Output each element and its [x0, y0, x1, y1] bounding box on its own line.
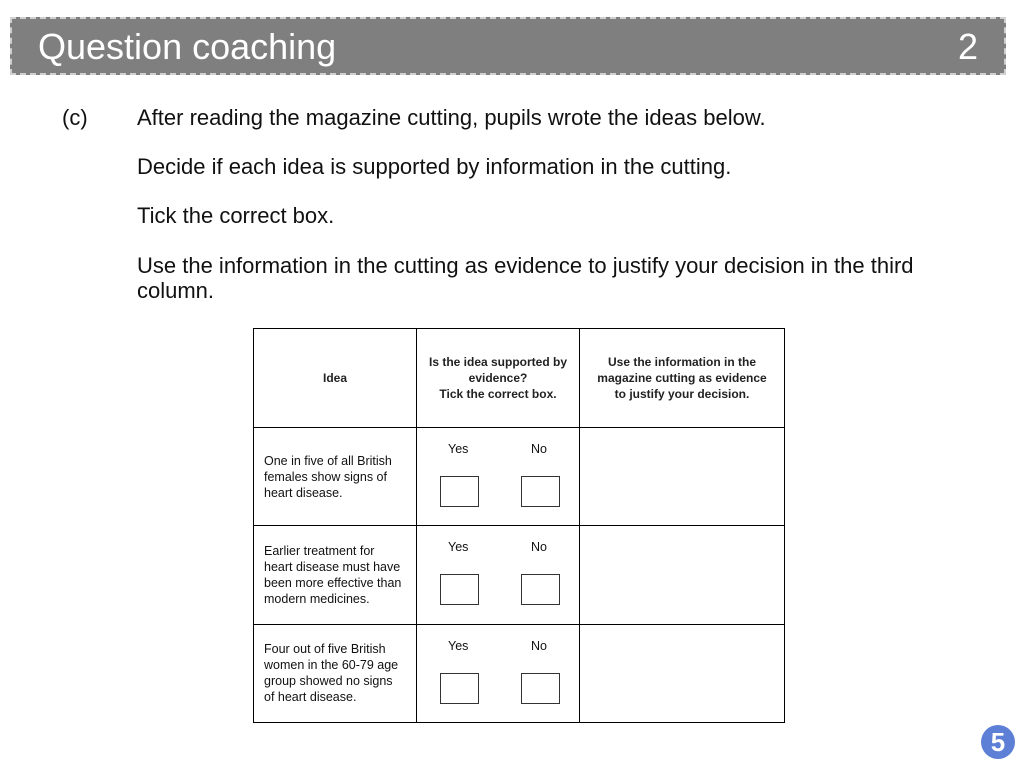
evidence-cell[interactable] [580, 428, 785, 526]
header-supported: Is the idea supported by evidence? Tick the correct box. [417, 329, 580, 428]
instruction-tick: Tick the correct box. [137, 203, 335, 228]
no-checkbox[interactable] [521, 574, 560, 605]
yes-label: Yes [448, 442, 469, 457]
yes-label: Yes [448, 540, 469, 555]
ideas-table [253, 328, 785, 723]
table-row [254, 526, 785, 624]
table-row [254, 624, 785, 722]
no-label: No [531, 540, 547, 555]
idea-cell: Four out of five British women in the 60-79 age group showed no signs of heart disease. [254, 624, 417, 722]
no-label: No [531, 442, 547, 457]
idea-cell: One in five of all British females show signs of heart disease. [254, 428, 417, 526]
table-row [254, 428, 785, 526]
header-evidence: Use the information in the magazine cutting as evidence to justify your decision. [580, 329, 785, 428]
instruction-intro: After reading the magazine cutting, pupils wrote the ideas below. [137, 105, 766, 130]
header-idea: Idea [254, 329, 417, 428]
instruction-evidence: Use the information in the cutting as evidence to justify your decision in the third column. [137, 253, 914, 303]
question-label: (c) [62, 105, 88, 130]
slide-title: Question coaching [38, 26, 337, 67]
slide-number: 2 [957, 26, 978, 67]
no-checkbox[interactable] [521, 476, 560, 507]
tick-cell [417, 428, 580, 526]
yes-checkbox[interactable] [440, 476, 479, 507]
yes-checkbox[interactable] [440, 673, 479, 704]
tick-cell [417, 624, 580, 722]
instruction-decide: Decide if each idea is supported by information in the cutting. [137, 154, 732, 179]
no-checkbox[interactable] [521, 673, 560, 704]
yes-label: Yes [448, 638, 469, 653]
yes-checkbox[interactable] [440, 574, 479, 605]
evidence-cell[interactable] [580, 624, 785, 722]
evidence-cell[interactable] [580, 526, 785, 624]
slide-header [10, 17, 1006, 75]
no-label: No [531, 638, 547, 653]
table-header-row [254, 329, 785, 428]
page-badge: 5 [981, 725, 1015, 759]
idea-cell: Earlier treatment for heart disease must have been more effective than modern medicines. [254, 526, 417, 624]
tick-cell [417, 526, 580, 624]
